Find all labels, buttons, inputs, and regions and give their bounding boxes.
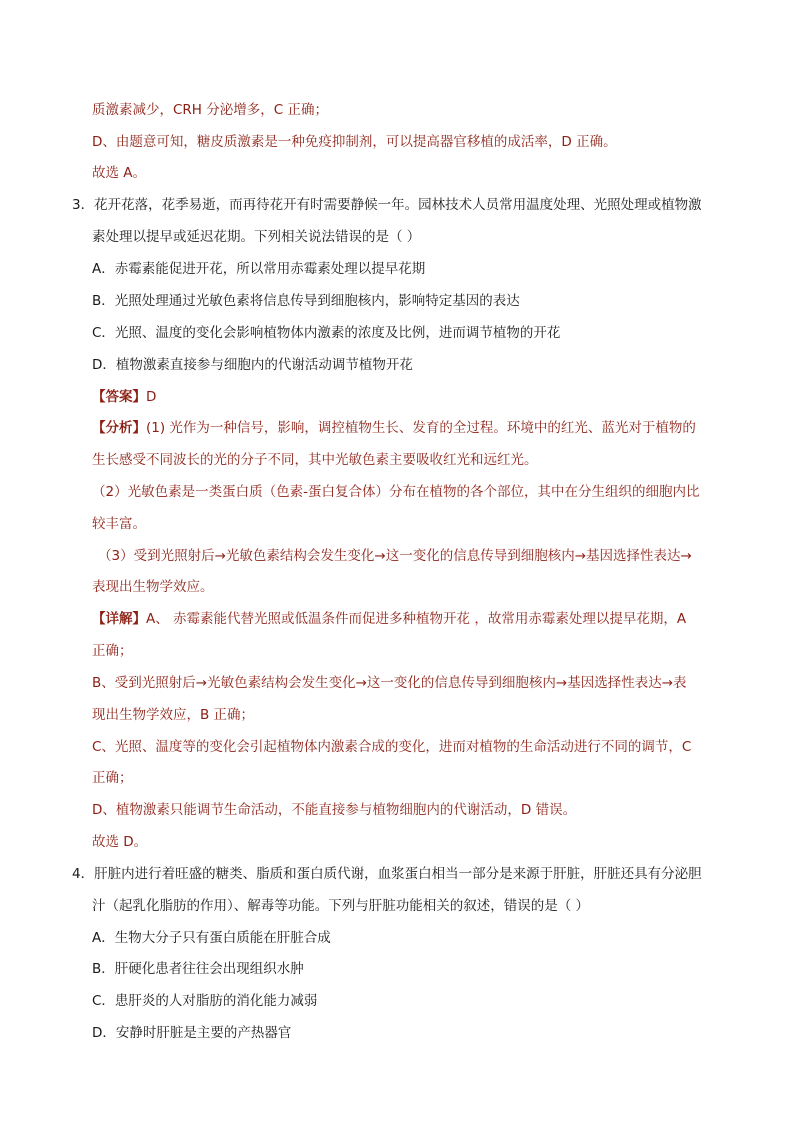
- detail-line-6: 正确；: [92, 770, 133, 786]
- analysis-label: 【分析】: [92, 420, 146, 436]
- question-4-stem-line-2: 汁（起乳化脂肪的作用）、解毒等功能。下列与肝脏功能相关的叙述，错误的是（ ）: [92, 898, 590, 914]
- question-3-option-b: B．光照处理通过光敏色素将信息传导到细胞核内，影响特定基因的表达: [92, 293, 520, 309]
- question-3-conclusion: 故选 D。: [92, 834, 148, 850]
- question-4-option-c: C．患肝炎的人对脂肪的消化能力减弱: [92, 993, 318, 1009]
- analysis-line-4: 较丰富。: [92, 516, 146, 532]
- question-3-stem-text: 花开花落，花季易逝，而再待花开有时需要静候一年。园林技术人员常用温度处理、光照处理或植物激: [94, 197, 702, 213]
- answer-value: D: [146, 389, 157, 405]
- prev-solution-conclusion: 故选 A。: [92, 165, 147, 181]
- detail-text-1: A、 赤霉素能代替光照或低温条件而促进多种植物开花 ，故常用赤霉素处理以提早花期，A: [146, 611, 687, 627]
- question-4-option-b: B．肝硬化患者往往会出现组织水肿: [92, 961, 304, 977]
- prev-solution-line-2: D、由题意可知，糖皮质激素是一种免疫抑制剂，可以提高器官移植的成活率，D 正确。: [92, 134, 617, 150]
- question-3-stem-line-2: 素处理以提早或延迟花期。下列相关说法错误的是（ ）: [92, 229, 421, 245]
- analysis-text-1: (1) 光作为一种信号，影响，调控植物生长、发育的全过程。环境中的红光、蓝光对于植物的: [146, 420, 696, 436]
- question-3-option-a: A．赤霉素能促进开花，所以常用赤霉素处理以提早花期: [92, 261, 426, 277]
- detail-line-4: 现出生物学效应，B 正确；: [92, 707, 255, 723]
- detail-line-5: C、光照、温度等的变化会引起植物体内激素合成的变化，进而对植物的生命活动进行不同的调节，C: [92, 739, 692, 755]
- answer-label: 【答案】: [92, 389, 146, 405]
- analysis-line-6: 表现出生物学效应。: [92, 579, 214, 595]
- question-3-option-d: D．植物激素直接参与细胞内的代谢活动调节植物开花: [92, 357, 413, 373]
- detail-line-2: 正确；: [92, 643, 133, 659]
- detail-line-1: [92, 610, 686, 628]
- analysis-line-2: 生长感受不同波长的光的分子不同，其中光敏色素主要吸收红光和远红光。: [92, 452, 538, 468]
- question-3-answer: [92, 388, 156, 406]
- question-4-number: 4．: [72, 866, 95, 882]
- question-4-stem-text: 肝脏内进行着旺盛的糖类、脂质和蛋白质代谢，血浆蛋白相当一部分是来源于肝脏，肝脏还具有分泌胆: [94, 866, 702, 882]
- analysis-line-5: （3）受到光照射后→光敏色素结构会发生变化→这一变化的信息传导到细胞核内→基因选择性表达→: [98, 548, 692, 564]
- detail-line-3: B、受到光照射后→光敏色素结构会发生变化→这一变化的信息传导到细胞核内→基因选择性表达→表: [92, 675, 687, 691]
- detail-label: 【详解】: [92, 611, 146, 627]
- question-3-stem-line-1: [72, 196, 702, 214]
- analysis-line-3: （2）光敏色素是一类蛋白质（色素-蛋白复合体）分布在植物的各个部位，其中在分生组织的细胞内比: [92, 484, 700, 500]
- prev-solution-line-1: 质激素减少，CRH 分泌增多，C 正确；: [92, 102, 328, 118]
- question-4-stem-line-1: [72, 865, 702, 883]
- question-3-number: 3．: [72, 197, 95, 213]
- question-4-option-d: D．安静时肝脏是主要的产热器官: [92, 1025, 292, 1041]
- detail-line-7: D、植物激素只能调节生命活动，不能直接参与植物细胞内的代谢活动，D 错误。: [92, 802, 577, 818]
- question-3-option-c: C．光照、温度的变化会影响植物体内激素的浓度及比例，进而调节植物的开花: [92, 325, 561, 341]
- analysis-line-1: [92, 419, 696, 437]
- question-4-option-a: A．生物大分子只有蛋白质能在肝脏合成: [92, 930, 331, 946]
